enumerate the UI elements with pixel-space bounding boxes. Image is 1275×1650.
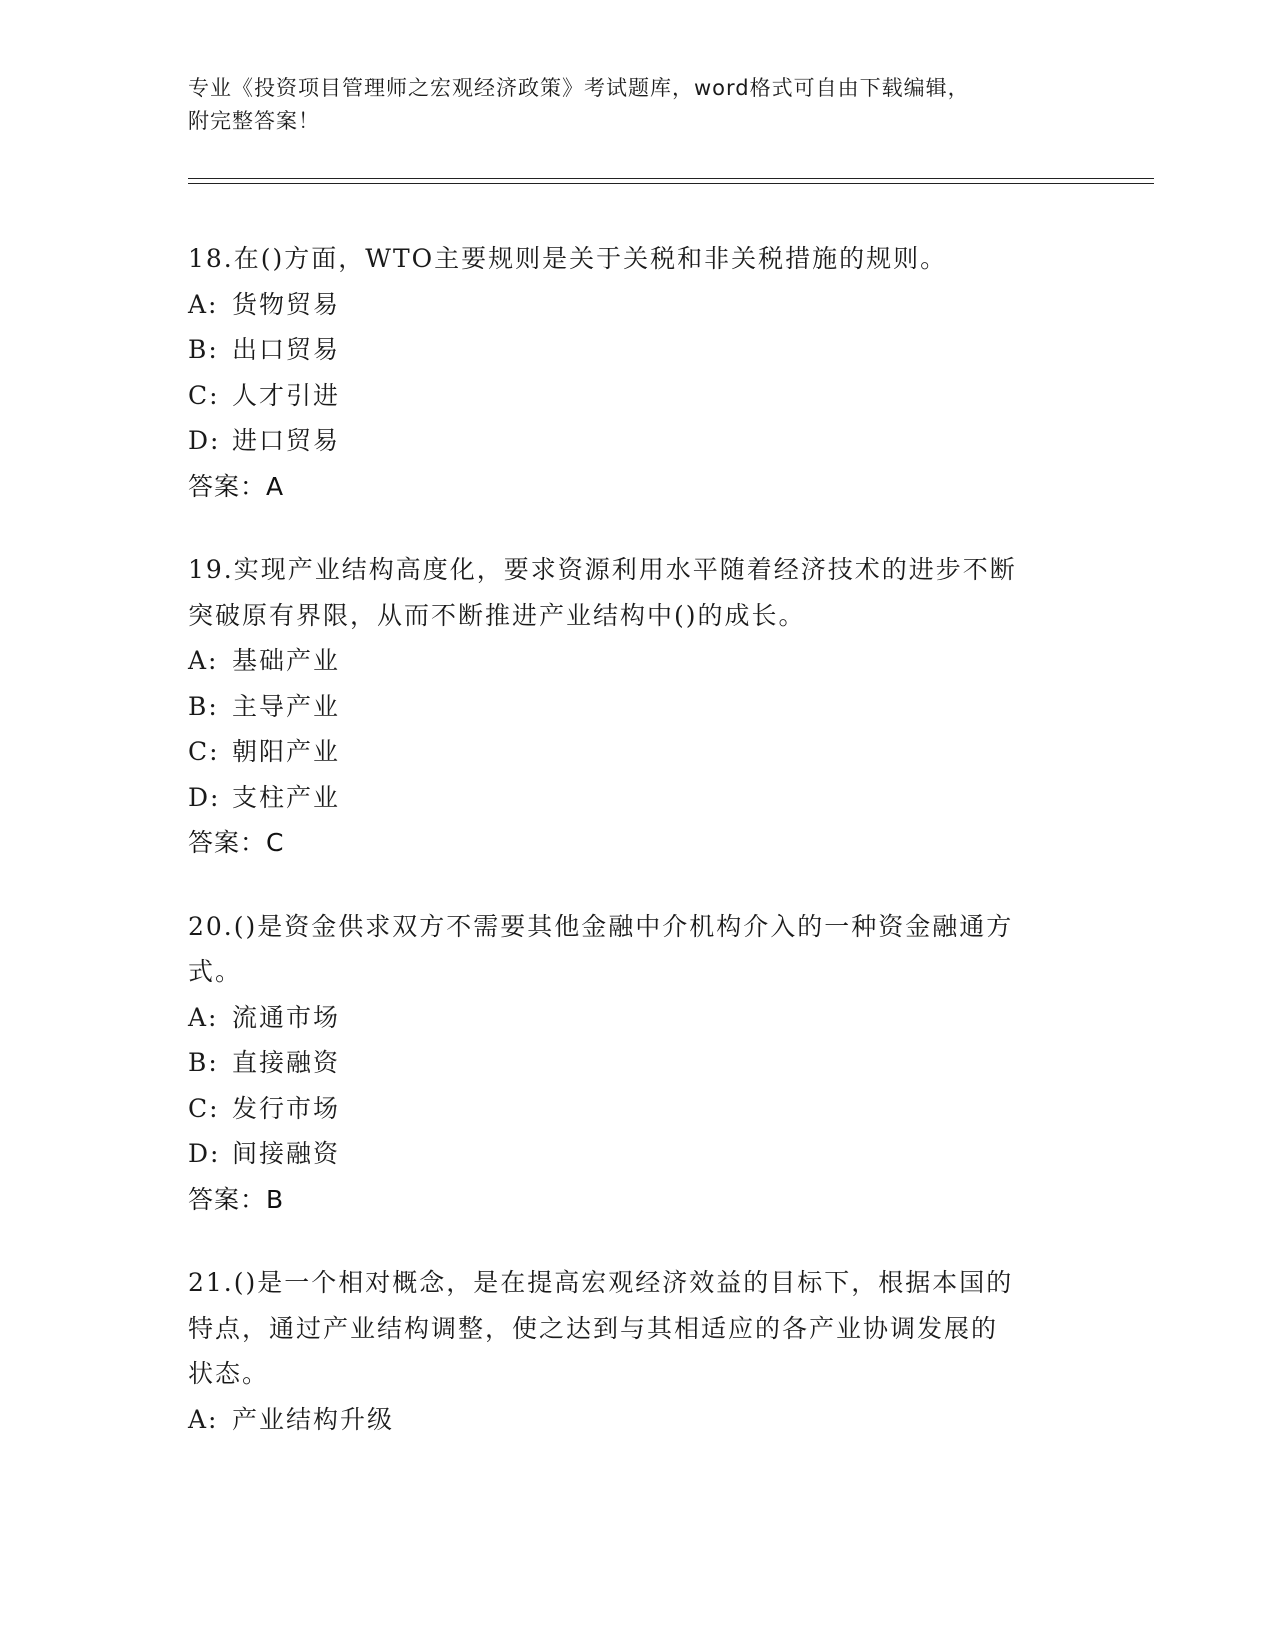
option-a xyxy=(188,995,1088,1041)
answer-line: 答案：B xyxy=(188,1184,285,1214)
question-stem-line: 20.()是资金供求双方不需要其他金融中介机构介入的一种资金融通方 xyxy=(188,911,1014,941)
header-line-2: 附完整答案！ xyxy=(188,109,320,133)
option-letter: D: xyxy=(188,782,221,812)
option-c xyxy=(188,373,1088,419)
option-letter: C: xyxy=(188,380,220,410)
question-19 xyxy=(188,547,1088,866)
question-stem-line: 21.()是一个相对概念，是在提高宏观经济效益的目标下，根据本国的 xyxy=(188,1268,1014,1297)
question-stem-line: 状态。 xyxy=(188,1359,270,1388)
option-d xyxy=(188,1131,1088,1177)
option-text: 支柱产业 xyxy=(232,782,341,812)
option-text: 出口贸易 xyxy=(232,335,341,364)
option-letter: C: xyxy=(188,1093,220,1123)
option-letter: C: xyxy=(188,737,220,766)
option-text: 货物贸易 xyxy=(232,289,341,319)
option-b xyxy=(188,684,1088,730)
question-stem-line: 突破原有界限，从而不断推进产业结构中()的成长。 xyxy=(188,600,806,630)
header-divider-bottom xyxy=(188,183,1154,184)
option-text: 人才引进 xyxy=(232,380,341,410)
option-letter: A: xyxy=(188,1404,219,1434)
option-c xyxy=(188,729,1088,775)
option-a xyxy=(188,1397,1088,1443)
header-divider-top xyxy=(188,178,1154,179)
option-b xyxy=(188,327,1088,373)
option-letter: D: xyxy=(188,1139,221,1168)
option-text: 主导产业 xyxy=(232,691,341,721)
option-c xyxy=(188,1086,1088,1132)
option-letter: B: xyxy=(188,1048,219,1077)
option-a xyxy=(188,638,1088,684)
option-text: 直接融资 xyxy=(232,1048,341,1077)
header-line-1: 专业《投资项目管理师之宏观经济政策》考试题库，word格式可自由下载编辑， xyxy=(188,76,970,100)
question-stem-line: 式。 xyxy=(188,957,243,986)
question-20 xyxy=(188,904,1088,1223)
option-text: 流通市场 xyxy=(232,1002,341,1032)
option-d xyxy=(188,775,1088,821)
option-text: 发行市场 xyxy=(232,1093,341,1123)
option-letter: A: xyxy=(188,1002,219,1032)
option-letter: B: xyxy=(188,691,219,721)
option-letter: A: xyxy=(188,289,219,319)
option-text: 朝阳产业 xyxy=(232,737,341,766)
option-text: 间接融资 xyxy=(232,1139,341,1168)
option-text: 产业结构升级 xyxy=(232,1404,395,1434)
option-b xyxy=(188,1040,1088,1086)
question-18 xyxy=(188,236,1088,509)
option-d xyxy=(188,418,1088,464)
option-letter: D: xyxy=(188,426,221,455)
question-list xyxy=(188,236,1088,1480)
option-letter: B: xyxy=(188,335,219,364)
document-header xyxy=(188,72,1088,138)
option-letter: A: xyxy=(188,646,219,675)
question-stem-line: 18.在()方面，WTO主要规则是关于关税和非关税措施的规则。 xyxy=(188,244,948,273)
option-text: 基础产业 xyxy=(232,646,341,675)
option-a xyxy=(188,282,1088,328)
question-21 xyxy=(188,1260,1088,1442)
question-stem-line: 19.实现产业结构高度化，要求资源利用水平随着经济技术的进步不断 xyxy=(188,555,1017,584)
answer-line: 答案：A xyxy=(188,471,285,501)
answer-line: 答案：C xyxy=(188,828,285,857)
option-text: 进口贸易 xyxy=(232,426,341,455)
question-stem-line: 特点，通过产业结构调整，使之达到与其相适应的各产业协调发展的 xyxy=(188,1313,999,1343)
